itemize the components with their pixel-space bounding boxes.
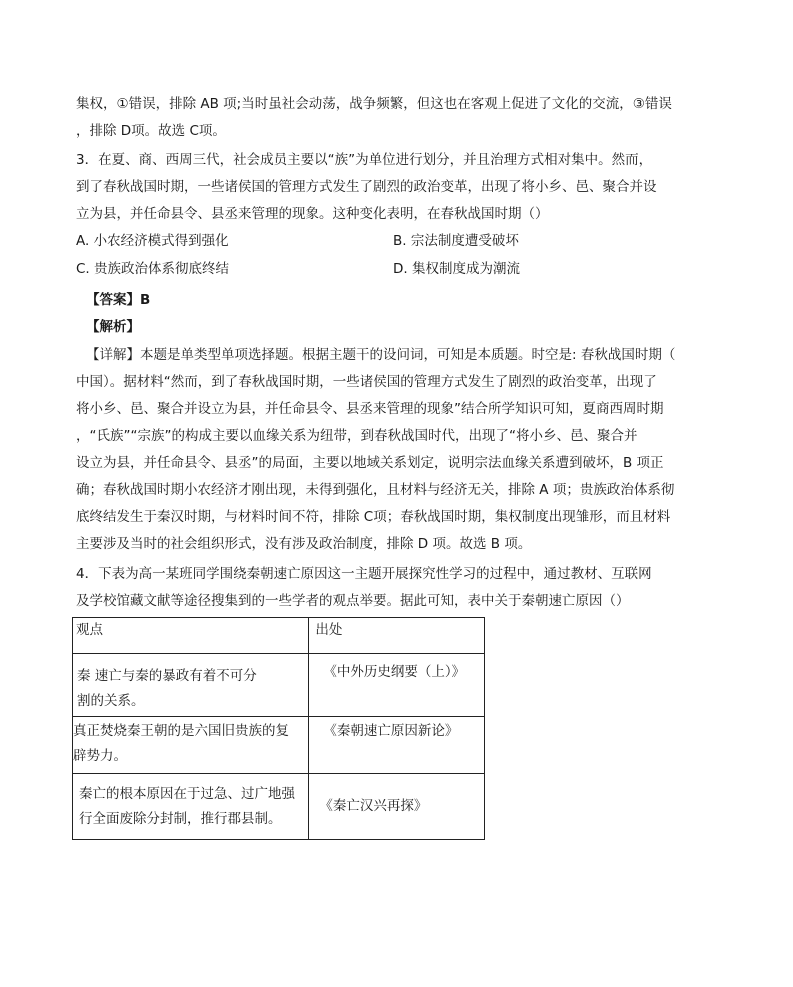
- text-line: 集权，①错误，排除 AB 项;当时虽社会动荡，战争频繁，但这也在客观上促进了文化的交流，③错误: [76, 96, 672, 112]
- source-cell: [309, 654, 485, 717]
- table-row: [73, 654, 485, 717]
- source-text: 《中外历史纲要（上）》: [323, 664, 466, 680]
- view-cell: [73, 774, 309, 840]
- header-view-label: 观点: [76, 622, 103, 638]
- source-text: 《秦亡汉兴再探》: [319, 798, 428, 814]
- explanation-line: 【详解】本题是单类型单项选择题。根据主题干的设问词，可知是本质题。时空是: 春秋战国时期（: [86, 347, 676, 363]
- explanation-line: ，“氏族”“宗族”的构成主要以血缘关系为纽带，到春秋战国时代，出现了“将小乡、邑、聚合并: [76, 428, 638, 444]
- explanation-line: 将小乡、邑、聚合并设立为县，并任命县令、县丞来管理的现象”结合所学知识可知，夏商西周时期: [76, 401, 664, 417]
- explanation-line: 确；春秋战国时期小农经济才刚出现，未得到强化，且材料与经济无关，排除 A 项；贵族政治体系彻: [76, 482, 675, 498]
- analysis-label: 【解析】: [86, 319, 140, 335]
- explanation-line: 设立为县，并任命县令、县丞”的局面，主要以地域关系划定，说明宗法血缘关系遭到破坏，B 项正: [76, 455, 664, 471]
- view-text-line: 行全面废除分封制，推行郡县制。: [79, 811, 282, 827]
- answer-line: 【答案】B: [86, 292, 151, 308]
- source-text: 《秦朝速亡原因新论》: [323, 723, 459, 739]
- view-text-line: 辟势力。: [73, 748, 127, 764]
- viewpoint-table: [72, 617, 485, 840]
- explanation-line: 主要涉及当时的社会组织形式，没有涉及政治制度，排除 D 项。故选 B 项。: [76, 536, 532, 552]
- view-cell: [73, 717, 309, 774]
- header-view: [73, 618, 309, 654]
- question-3-line: 到了春秋战国时期，一些诸侯国的管理方式发生了剧烈的政治变革，出现了将小乡、邑、聚合并设: [76, 179, 657, 195]
- source-cell: [309, 717, 485, 774]
- option-b: B. 宗法制度遭受破坏: [393, 233, 519, 249]
- explanation-line: 底终结发生于秦汉时期，与材料时间不符，排除 C项；春秋战国时期，集权制度出现雏形，而且材料: [76, 509, 671, 525]
- option-c: C. 贵族政治体系彻底终结: [76, 261, 230, 277]
- question-4-line: 4．下表为高一某班同学围绕秦朝速亡原因这一主题开展探究性学习的过程中，通过教材、互联网: [76, 566, 652, 582]
- option-d: D. 集权制度成为潮流: [393, 261, 520, 277]
- view-text-line: 真正焚烧秦王朝的是六国旧贵族的复: [73, 723, 289, 739]
- question-3-line: 3．在夏、商、西周三代，社会成员主要以“族”为单位进行划分，并且治理方式相对集中。然而，: [76, 152, 653, 168]
- source-cell: [309, 774, 485, 840]
- view-text-line: 割的关系。: [77, 693, 145, 709]
- option-a: A. 小农经济模式得到强化: [76, 233, 229, 249]
- text-line: ，排除 D项。故选 C项。: [76, 123, 226, 139]
- table-row: [73, 774, 485, 840]
- table-row: [73, 717, 485, 774]
- view-cell: [73, 654, 309, 717]
- question-3-line: 立为县，并任命县令、县丞来管理的现象。这种变化表明，在春秋战国时期（）: [76, 206, 549, 222]
- question-4-line: 及学校馆藏文献等途径搜集到的一些学者的观点举要。据此可知，表中关于秦朝速亡原因（）: [76, 593, 630, 609]
- table-header-row: [73, 618, 485, 654]
- header-source-label: 出处: [315, 622, 343, 638]
- header-source: [309, 618, 485, 654]
- view-text-line: 秦 速亡与秦的暴政有着不可分: [77, 668, 257, 684]
- explanation-line: 中国）。据材料“然而，到了春秋战国时期，一些诸侯国的管理方式发生了剧烈的政治变革，出现了: [76, 374, 657, 390]
- view-text-line: 秦亡的根本原因在于过急、过广地强: [79, 786, 295, 802]
